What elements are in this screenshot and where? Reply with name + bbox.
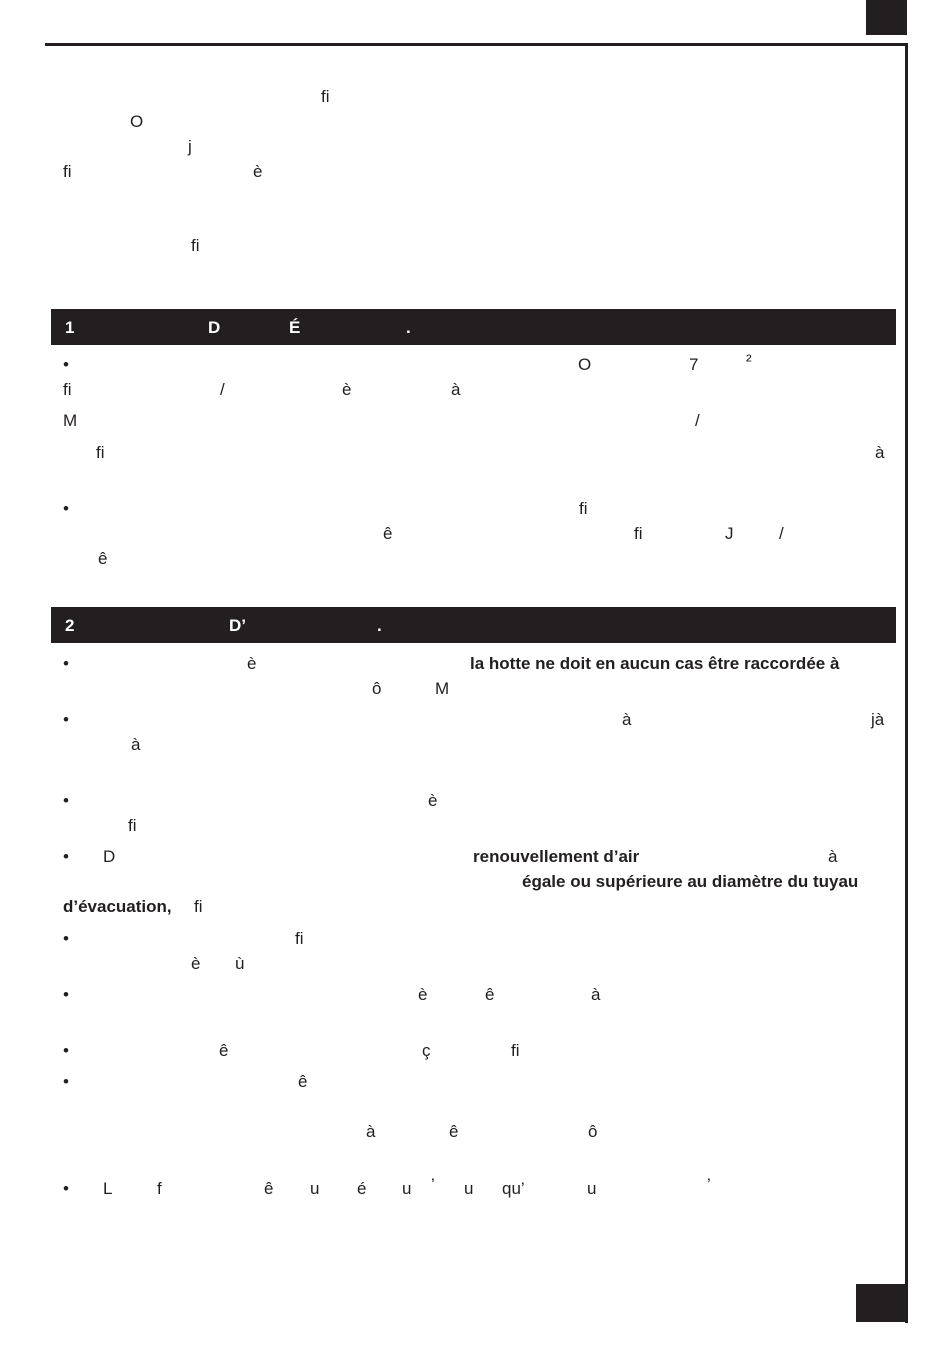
header-rule (45, 43, 908, 46)
body-text: fi (579, 499, 588, 518)
body-text: f (157, 1179, 162, 1198)
section-1-title-text: É (289, 318, 301, 337)
body-text: è (247, 654, 257, 673)
body-text: à (451, 380, 461, 399)
bold-warning-text: la hotte ne doit en aucun cas être raccordée à (470, 654, 840, 673)
body-text: qu’ (502, 1179, 525, 1198)
bullet: • (63, 1041, 69, 1060)
body-text: fi (63, 380, 72, 399)
section-2-title-text: . (377, 616, 382, 635)
body-text: è (418, 985, 428, 1004)
body-text: é (357, 1179, 367, 1198)
body-text: / (779, 524, 784, 543)
page-corner-tab-bottom (856, 1284, 907, 1322)
body-text: à (591, 985, 601, 1004)
bullet: • (63, 929, 69, 948)
body-text: u (310, 1179, 320, 1198)
body-text: O (578, 355, 592, 374)
body-text: M (63, 411, 78, 430)
intro-text: fi (63, 162, 72, 181)
margin-rule (905, 43, 908, 1323)
body-text: è (428, 791, 438, 810)
body-text: à (828, 847, 838, 866)
bold-text: égale ou supérieure au diamètre du tuyau (522, 872, 859, 891)
body-text: ê (219, 1041, 229, 1060)
intro-text: è (253, 162, 263, 181)
body-text: fi (511, 1041, 520, 1060)
section-2-heading-bar (51, 607, 896, 643)
body-text: à (875, 443, 885, 462)
body-text: ô (372, 679, 382, 698)
body-text: fi (128, 816, 137, 835)
body-text: ê (264, 1179, 274, 1198)
body-text: ô (588, 1122, 598, 1141)
body-text: fi (96, 443, 105, 462)
bold-text: d’évacuation, (63, 897, 172, 916)
intro-text: fi (191, 236, 200, 255)
body-text: ’ (431, 1175, 435, 1194)
bullet: • (63, 710, 69, 729)
bullet: • (63, 791, 69, 810)
section-1-number: 1 (65, 318, 75, 337)
body-text: J (725, 524, 734, 543)
body-text: ’ (707, 1175, 711, 1194)
page-corner-tab-top (866, 0, 907, 35)
body-text: 7 (689, 355, 699, 374)
section-2-number: 2 (65, 616, 75, 635)
body-text: jà (871, 710, 885, 729)
section-1-title-text: . (406, 318, 411, 337)
body-text: D (103, 847, 116, 866)
section-1-heading-bar (51, 309, 896, 345)
body-text: ù (235, 954, 245, 973)
intro-text: fi (321, 87, 330, 106)
body-text: u (587, 1179, 597, 1198)
bullet: • (63, 654, 69, 673)
body-text: ê (383, 524, 393, 543)
body-text: ê (449, 1122, 459, 1141)
body-text: ² (746, 351, 752, 370)
bullet: • (63, 499, 69, 518)
bullet: • (63, 355, 69, 374)
body-text: M (435, 679, 450, 698)
body-text: L (103, 1179, 113, 1198)
intro-text: O (130, 112, 144, 131)
bullet: • (63, 1179, 69, 1198)
body-text: u (464, 1179, 474, 1198)
bullet: • (63, 1072, 69, 1091)
intro-text: j (188, 137, 192, 156)
body-text: / (220, 380, 225, 399)
bullet: • (63, 847, 69, 866)
body-text: / (695, 411, 700, 430)
body-text: è (342, 380, 352, 399)
section-2-title-text: D’ (229, 616, 246, 635)
body-text: ê (98, 549, 108, 568)
body-text: à (622, 710, 632, 729)
body-text: fi (295, 929, 304, 948)
body-text: fi (194, 897, 203, 916)
body-text: u (402, 1179, 412, 1198)
bold-text: renouvellement d’air (473, 847, 640, 866)
bullet: • (63, 985, 69, 1004)
body-text: à (366, 1122, 376, 1141)
body-text: ê (485, 985, 495, 1004)
body-text: fi (634, 524, 643, 543)
body-text: è (191, 954, 201, 973)
body-text: ê (298, 1072, 308, 1091)
body-text: à (131, 735, 141, 754)
body-text: ç (422, 1041, 431, 1060)
section-1-title-text: D (208, 318, 221, 337)
